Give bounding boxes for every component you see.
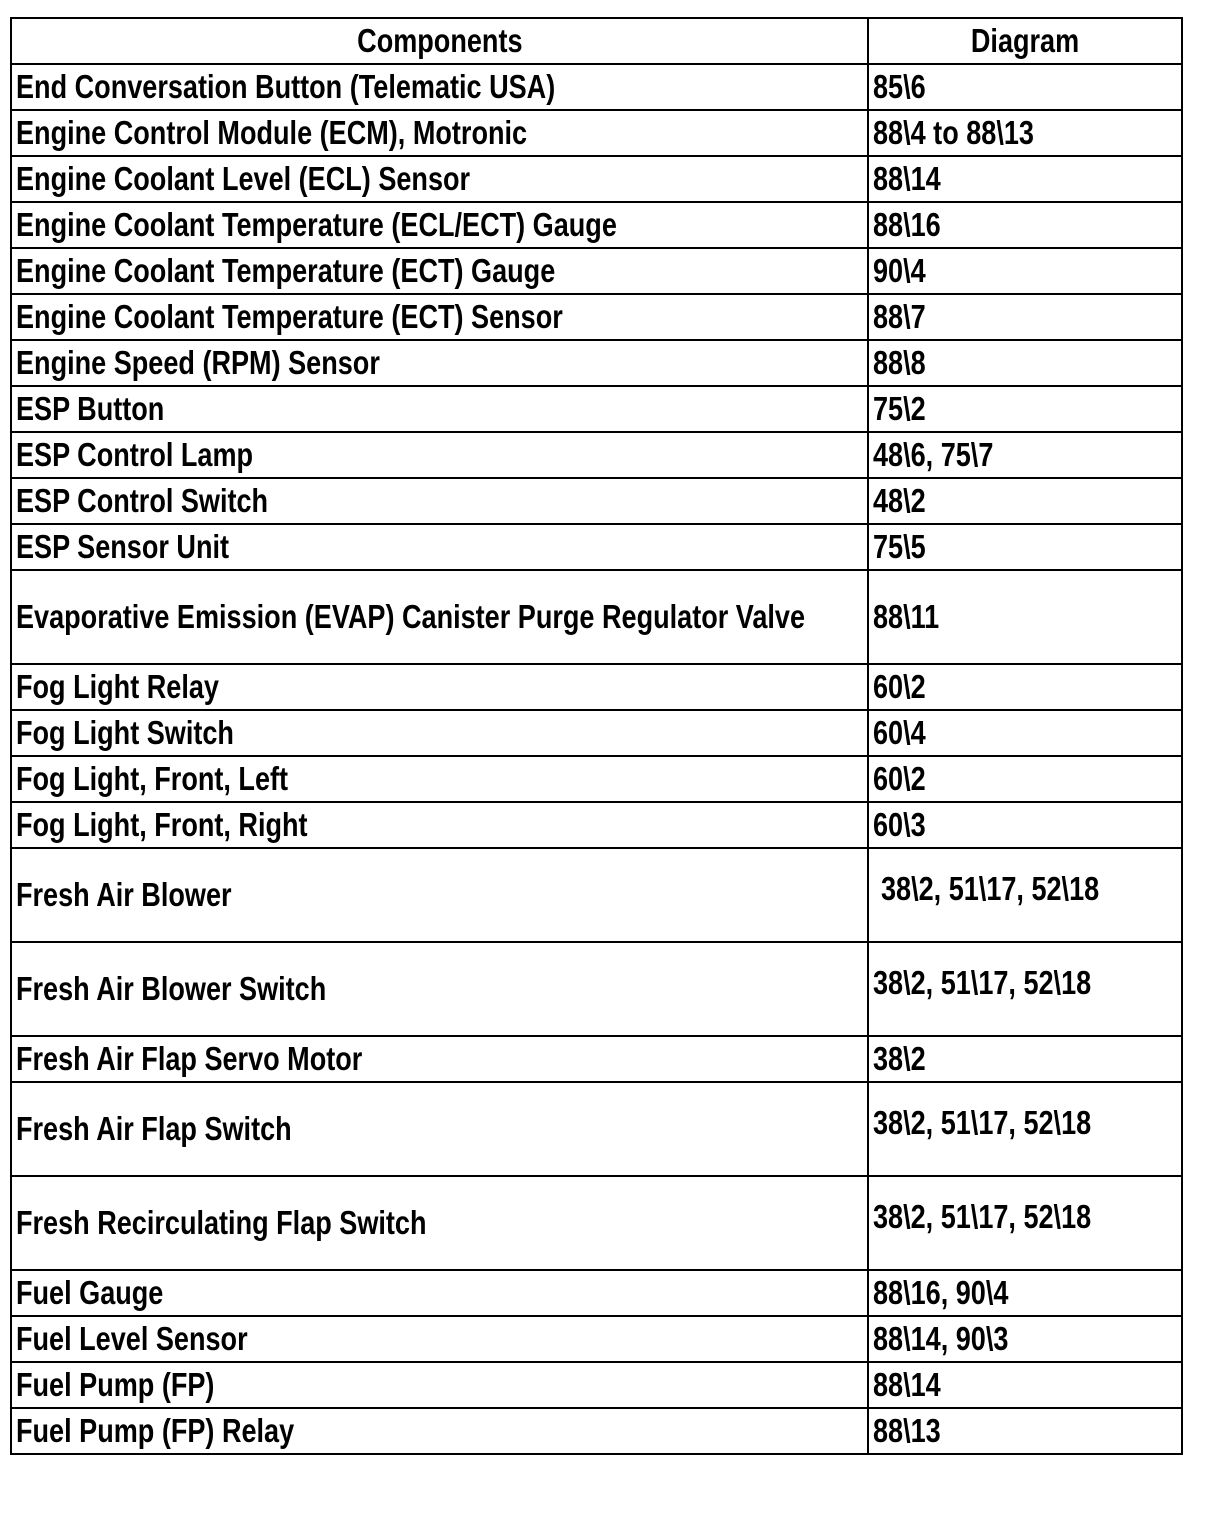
diagram-cell: 88\14, 90\3 [868, 1316, 1182, 1362]
table-row [11, 1082, 1182, 1176]
component-cell: Fresh Air Blower Switch [11, 942, 868, 1036]
table-row [11, 110, 1182, 156]
table-row [11, 664, 1182, 710]
component-cell: Engine Coolant Temperature (ECL/ECT) Gauge [11, 202, 868, 248]
diagram-cell: 85\6 [868, 64, 1182, 110]
table-row [11, 64, 1182, 110]
table-row [11, 1036, 1182, 1082]
diagram-cell: 90\4 [868, 248, 1182, 294]
component-cell: ESP Sensor Unit [11, 524, 868, 570]
diagram-cell: 88\14 [868, 1362, 1182, 1408]
component-cell: Evaporative Emission (EVAP) Canister Purge Regulator Valve [11, 570, 868, 664]
table-row [11, 478, 1182, 524]
component-cell: Engine Coolant Temperature (ECT) Sensor [11, 294, 868, 340]
table-row [11, 570, 1182, 664]
component-cell: ESP Button [11, 386, 868, 432]
component-cell: Engine Speed (RPM) Sensor [11, 340, 868, 386]
diagram-cell: 88\8 [868, 340, 1182, 386]
header-diagram: Diagram [868, 18, 1182, 64]
diagram-cell: 75\2 [868, 386, 1182, 432]
diagram-cell: 48\2 [868, 478, 1182, 524]
table-row [11, 432, 1182, 478]
diagram-cell: 60\3 [868, 802, 1182, 848]
table-row [11, 248, 1182, 294]
table-row [11, 802, 1182, 848]
component-cell: Fresh Air Flap Servo Motor [11, 1036, 868, 1082]
diagram-cell: 38\2, 51\17, 52\18 [868, 1176, 1182, 1270]
component-cell: Fuel Pump (FP) Relay [11, 1408, 868, 1454]
diagram-cell: 88\7 [868, 294, 1182, 340]
table-row [11, 156, 1182, 202]
diagram-cell: 88\4 to 88\13 [868, 110, 1182, 156]
table-row [11, 1270, 1182, 1316]
table-row [11, 942, 1182, 1036]
component-cell: Fuel Level Sensor [11, 1316, 868, 1362]
table-row [11, 524, 1182, 570]
diagram-cell: 88\13 [868, 1408, 1182, 1454]
table-row [11, 710, 1182, 756]
diagram-cell: 88\11 [868, 570, 1182, 664]
diagram-cell: 60\4 [868, 710, 1182, 756]
component-cell: Fog Light, Front, Left [11, 756, 868, 802]
table-row [11, 848, 1182, 942]
table-row [11, 756, 1182, 802]
table-row [11, 1362, 1182, 1408]
diagram-cell: 88\16 [868, 202, 1182, 248]
component-cell: Fuel Gauge [11, 1270, 868, 1316]
diagram-cell: 48\6, 75\7 [868, 432, 1182, 478]
diagram-cell: 38\2, 51\17, 52\18 [868, 1082, 1182, 1176]
component-cell: Fresh Recirculating Flap Switch [11, 1176, 868, 1270]
diagram-cell: 88\16, 90\4 [868, 1270, 1182, 1316]
header-row [11, 18, 1182, 64]
diagram-cell: 75\5 [868, 524, 1182, 570]
component-cell: Fog Light Relay [11, 664, 868, 710]
table-row [11, 294, 1182, 340]
table-row [11, 1316, 1182, 1362]
diagram-cell: 60\2 [868, 664, 1182, 710]
table-row [11, 340, 1182, 386]
diagram-cell: 38\2 [868, 1036, 1182, 1082]
component-cell: Fog Light Switch [11, 710, 868, 756]
components-table [10, 17, 1183, 1455]
component-cell: End Conversation Button (Telematic USA) [11, 64, 868, 110]
table-row [11, 1408, 1182, 1454]
diagram-cell: 38\2, 51\17, 52\18 [868, 848, 1182, 942]
diagram-cell: 60\2 [868, 756, 1182, 802]
component-cell: Engine Coolant Temperature (ECT) Gauge [11, 248, 868, 294]
component-cell: Engine Coolant Level (ECL) Sensor [11, 156, 868, 202]
component-cell: Fog Light, Front, Right [11, 802, 868, 848]
component-cell: Engine Control Module (ECM), Motronic [11, 110, 868, 156]
component-cell: Fresh Air Flap Switch [11, 1082, 868, 1176]
component-cell: ESP Control Switch [11, 478, 868, 524]
header-components: Components [11, 18, 868, 64]
table-row [11, 1176, 1182, 1270]
component-cell: Fresh Air Blower [11, 848, 868, 942]
table-row [11, 202, 1182, 248]
component-cell: ESP Control Lamp [11, 432, 868, 478]
diagram-cell: 88\14 [868, 156, 1182, 202]
component-cell: Fuel Pump (FP) [11, 1362, 868, 1408]
diagram-cell: 38\2, 51\17, 52\18 [868, 942, 1182, 1036]
table-row [11, 386, 1182, 432]
